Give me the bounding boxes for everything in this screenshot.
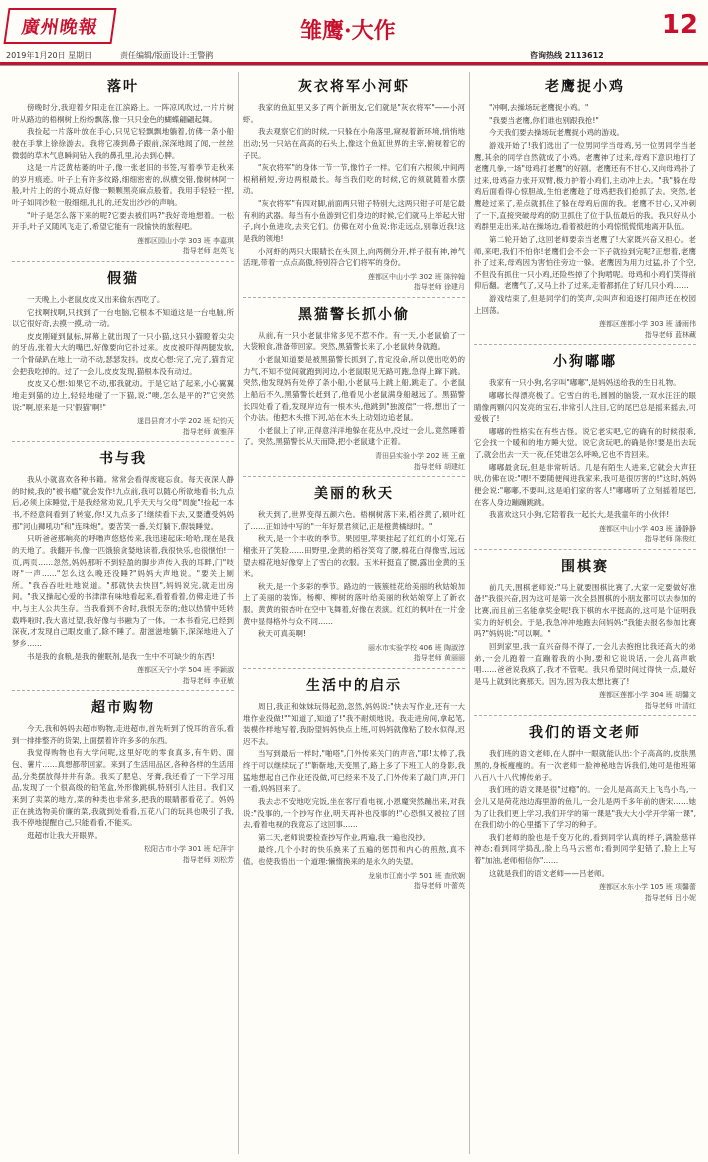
author-line: 莲都区莲都小学 303 班 潘雨伟 xyxy=(598,320,696,329)
masthead xyxy=(0,0,708,66)
author-line: 青田县实验小学 202 班 王童 xyxy=(374,452,465,460)
paragraph: 秋天,是一个多彩的季节。路边的一簇簇桂花给美丽的秋姑娘加上了美丽的装饰。杨柳、柳树的落叶给美丽的秋姑娘穿上了新衣服。黄黄的银杏叶在空中飞舞着,好像在表演。红红的枫叶在一片金黄中显得格外与众不同…… xyxy=(243,581,465,626)
article-title: 我们的语文老师 xyxy=(529,725,641,742)
teacher-line: 指导老师 叶蕾英 xyxy=(413,882,465,891)
author-line: 莲都区天宁小学 504 班 季颖淑 xyxy=(136,666,234,675)
paragraph: 最终,几个小时的快乐换来了五遍的惩罚和内心的煎熬,真不值。也使我悟出一个道理:懒惰换来的是永久的失望。 xyxy=(243,845,465,866)
paragraph: 这就是我们的语文老师——吕老师。 xyxy=(489,868,609,878)
paragraph: 皮皮刚碰到鼠标,屏幕上就出现了一只小猫,这只小猫瞪着尖尖的牙齿,张着大大的嘴巴,好像要向它扑过来。皮皮被吓得两腿发软,一个骨碌趴在地上一动不动,瑟瑟发抖。皮皮心想:完了,完了,猫肯定会把我吃掉的。过了一会儿,皮皮发现,猫根本没有动过。 xyxy=(12,331,234,376)
teacher-line: 指导老师 赵英飞 xyxy=(182,247,234,256)
article-body xyxy=(474,102,696,316)
article-title: 落叶 xyxy=(107,79,139,95)
teacher-line: 指导老师 蓝林藏 xyxy=(644,330,696,339)
article-title: 小狗嘟嘟 xyxy=(553,354,617,371)
paragraph: 秋天到了,世界变得五颜六色。梧桐树落下来,稻谷黄了,硕叶红了……正如诗中写的"一年好景君须记,正是橙黄橘绿时。" xyxy=(243,510,465,531)
article-byline xyxy=(243,643,465,664)
paragraph: 前几天,围棋老师说:"马上就要围棋比赛了,大家一定要做好准备!"我很兴奋,因为这可是第一次全县围棋的小朋友都可以去参加的比赛,而且前三名能拿奖金呢!我下棋的水平挺高的,这可是个证明我实力的好机会。于是,我急冲冲地跑去问妈妈:"我能去报名参加比赛吗?"妈妈说:"可以啊。" xyxy=(474,582,696,639)
paragraph: 秋天,是一个丰收的季节。果园里,苹果挂起了红红的小灯笼,石榴张开了笑脸……田野里,金黄的稻谷笑弯了腰,棉花白得像雪,远远望去棉花地好像穿上了雪白的衣服。玉米秆挺直了腰,露出金黄的玉米。 xyxy=(243,534,465,579)
article-body xyxy=(243,509,465,640)
paragraph: 我去忐不安地吃完饭,坐在客厅看电视,小恩魔突然蹦出来,对我说:"没事的,一个抄写作业,明天再补也没事的!"心恐惧又被拉了回去,看着电视的我竟忘了这回事…… xyxy=(243,796,465,830)
article-body xyxy=(474,748,696,879)
paragraph: 一天晚上,小老鼠皮皮又出来偷东西吃了。 xyxy=(27,294,165,304)
paragraph: 第二轮开始了,这回老师要亲当老鹰了!大家既兴奋又担心。老师,来吧,我们不怕你!老鹰们会不会一下子就捡到完呢?正想着,老鹰扑了过来,母鸡因为害怕往旁边一躲。老鹰因为用力过猛,扑了个空,不但没有抓住一只小鸡,还险些掉了个狗啃呢。母鸡和小鸡们笑得前仰后翻。老鹰气了,又马上扑了过来,走着都抓住了好几只小鸡…… xyxy=(474,234,696,291)
article-title: 灰衣将军小河虾 xyxy=(298,79,410,95)
header-rule xyxy=(0,62,708,65)
teacher-line: 指导老师 徐建月 xyxy=(413,283,465,292)
article xyxy=(474,552,696,717)
teacher-line: 指导老师 陈俊红 xyxy=(644,535,696,544)
column-1 xyxy=(12,72,234,1154)
article-body xyxy=(474,582,696,688)
column-divider xyxy=(469,72,470,1154)
article-body xyxy=(243,102,465,269)
author-line: 遂昌县育才小学 202 班 纪钧天 xyxy=(136,417,234,426)
paragraph: 嘟嘟最贪玩,但是非常听话。几是有陌生人进来,它就会大声狂吠,仿佛在说:"喂!不要随便闯进我家来,我可是很厉害的!"这时,妈妈便会说:"嘟嘟,不要叫,这是咱们家的客人!"嘟嘟听了立刻摇着尾巴,在客人身边蹦蹦跳跳。 xyxy=(474,462,696,507)
article xyxy=(12,72,234,262)
paragraph: "冲啊,去操场玩老鹰捉小鸡。" xyxy=(489,103,589,112)
article-title: 假猫 xyxy=(107,270,139,287)
paragraph: "灰衣将军"的身体一节一节,像竹子一样。它们有六根须,中间两根稍稍短,旁边两根最长。每当我们吃的时候,它的须就随着水摆动。 xyxy=(243,163,465,196)
paragraph: 我从小就喜欢各种书籍。常常会看得废寝忘食。每天夜深人静的时候,我的"被书瘾"就会发作!九点前,我可以随心所欲地看书;九点后,必须上床睡觉,于是我经常劝说,几乎天天与父母"周旋"!捡起一本书,不经意间看到了转宴,你!又九点多了!继续看下去,又要遭受妈妈那"河山狮吼功"和"连珠炮"。要苦笑一番,关灯躺下,假装睡觉。 xyxy=(12,475,234,531)
column-divider xyxy=(238,72,239,1154)
paragraph: 逛超市让我大开眼界。 xyxy=(27,830,102,840)
article-body xyxy=(12,102,234,233)
author-line: 莲都区中山小学 302 班 陈锌翰 xyxy=(367,272,465,281)
hotline: 咨询热线 2113612 xyxy=(530,51,604,60)
article xyxy=(474,347,696,550)
paragraph: 周日,我正和妹妹玩得起劲,忽然,妈妈说:"快去写作业,还有一大堆作业没做!""知道了,知道了!"我不耐烦地说。我走进房间,拿起笔,装模作样地写着,我盼望妈妈快点上班,可妈妈就像粘了胶水似得,迟迟不去。 xyxy=(243,701,465,746)
paragraph: "叶子是怎么落下来的呢?它要去被们吗?"我好奇地想着。一松开手,叶子又随风飞走了,希望它能有一段愉快的旅程吧。 xyxy=(12,210,234,232)
article xyxy=(243,479,465,669)
paragraph: 这是一片泛黄枯萎的叶子,像一张老旧的书签,写着季节走秋来的岁月痕迹。叶子上有许多纹路,细细密密的,纵横交错,像树林阿一般,叶片上的的小斑点好像一颗颗黑亮麻点般着。我用手轻轻一捏,叶子如同沙粒一般细细,扎扎的,还发出沙沙的声响。 xyxy=(12,163,234,207)
author-line: 松阳古市小学 301 班 纪萍宇 xyxy=(143,845,234,854)
paragraph: 我家有一只小狗,名字叫"嘟嘟",是妈妈送给我的生日礼物。 xyxy=(489,378,681,388)
paragraph: 我们班的语文老师,在人群中一眼就能认出:个子高高的,皮肤黑黑的,身板瘦瘦的。有一次老师一脸神秘地告诉我们,她可是他班第八百八十八代博传弟子。 xyxy=(474,749,696,782)
paragraph: 第二天,老师说要检查抄写作业,两遍,我一遍也没抄。 xyxy=(258,832,431,842)
author-line: 莲都区中山小学 403 班 潘静静 xyxy=(598,524,696,533)
paragraph: 我去观察它们的时候,一只躲在小角落里,窥视着新环境,悄悄地出动;另一只站在高高的石头上,像这个鱼缸世界的主宰,俯视着它的子民。 xyxy=(243,127,465,160)
article xyxy=(12,444,234,691)
paragraph: 我们班的语文课是很"过瘾"的。一会儿是高高天上飞鸟小鸟,一会儿又是荷花池边海里游的鱼儿,一会儿是两千多年前的唐宋……她为了让我们更上学习,我们开学的第一课是"我大大小学开学第一课",在我们幼小的心里播下了学习的种子。 xyxy=(474,785,696,830)
teacher-line: 指导老师 黄丽丽 xyxy=(413,654,465,663)
article-byline xyxy=(474,319,696,340)
article-title: 超市购物 xyxy=(91,700,155,717)
article-byline xyxy=(474,690,696,711)
paragraph: 书是我的食粮,是我的催眠剂,是我一生中不可缺少的东西! xyxy=(27,651,215,661)
paragraph: 我们老师的脸也是千变万化的,看到同学认真的样子,满脸慈祥神态;看到同学捣乱,脸上乌马云密布;看到同学犯错了,脸上上写着"加油,老师相信你"…… xyxy=(474,832,696,865)
paragraph: 回到家里,我一直兴奋得不得了,一会儿去抱抱比我还高大的弟弟,一会儿跑着一直蹦着我的小狗,要和它说说话,一会儿高声歌唱……爸爸说我疯了,我才不管呢。我只希望时间过得快一点,最好是马上就到比赛那天。因为,因为我太想比赛了! xyxy=(474,641,696,686)
article xyxy=(243,671,465,896)
page-number: 12 xyxy=(661,10,698,40)
article-body xyxy=(12,474,234,662)
paragraph: 今天我们要去操场玩老鹰捉小鸡的游戏。 xyxy=(489,128,624,138)
article-byline xyxy=(12,236,234,257)
article xyxy=(474,72,696,345)
teacher-line: 指导老师 胡建红 xyxy=(413,462,465,471)
article-title: 美丽的秋天 xyxy=(314,486,394,502)
newspaper-logo: 廣州晚報 xyxy=(3,8,116,44)
teacher-line: 指导老师 叶清红 xyxy=(644,701,696,710)
author-line: 莲都区园山小学 303 班 李嘉琪 xyxy=(136,236,234,245)
article-byline xyxy=(474,882,696,903)
paragraph: 我捡起一片落叶放在手心,只见它轻飘飘地躺着,仿佛一条小船驶在手掌上徐徐游去。我将它凑到鼻子跟前,深深地闻了闻,一丝丝微弱的草木气息瞬间钻入我的鼻孔里,沁去到心脾。 xyxy=(12,127,234,160)
paragraph: 它找啊找啊,只找到了一台电脑,它根本不知道这是一台电脑,所以它很好奇,去摸一摸,动一动。 xyxy=(12,307,234,329)
article-body xyxy=(243,701,465,868)
author-line: 莲都区莲都小学 304 班 胡馨文 xyxy=(598,691,696,700)
section-title: 雏鹰·大作 xyxy=(300,18,396,44)
article-title: 生活中的启示 xyxy=(306,677,402,694)
paragraph: 从前,有一只小老鼠非常多见不惹不作。有一天,小老鼠偷了一大袋粮食,准备带回家。突然,黑猫警长来了,小老鼠转身就跑。 xyxy=(243,330,465,352)
paragraph: 小河虾的两只大眼睛长在头顶上,向两侧分开,样子很有神,神气活现,带着一点点高傲,特别符合它们将军的身份。 xyxy=(243,246,465,268)
article xyxy=(243,300,465,477)
paragraph: 今天,我和妈妈去超市购物,走进超市,首先听到了悦耳的音乐,看到一排排整齐的货架,上面摆着许许多多的东西。 xyxy=(12,724,234,745)
article-byline xyxy=(12,416,234,437)
article-title: 老鹰捉小鸡 xyxy=(545,79,625,95)
paragraph: 小老鼠知道要是被黑猫警长抓到了,肯定没命,所以使出吃奶的力气,不知不觉间就跑到河边,小老鼠眼见无路可跑,急得上蹿下跳。突然,他发现妈有处停了条小船,小老鼠马上跳上船,跳走了。小老鼠上船后不久,黑猫警长赶到了,他看见小老鼠满身船越远了。黑猫警长四处看了看,发现岸边有一根木头,他跳到"独渡偿"一将,想出了一个办法。他把木头推下河,站在木头上动划边追老鼠。 xyxy=(243,355,465,423)
article-byline xyxy=(243,272,465,293)
teacher-line: 指导老师 吕小妮 xyxy=(644,893,696,902)
article-byline xyxy=(243,871,465,892)
paragraph: 游戏结束了,但是同学们的笑声,尖叫声和追逐打闹声还在校园上回荡。 xyxy=(474,294,696,315)
paragraph: "灰衣将军"有四对脚,前面两只钳子特别大,这两只钳子可是它最有利的武器。每当有小鱼游到它们身边的时候,它们就马上举起大钳子,向小鱼进攻,去夹它们。仿佛在对小鱼说:你走远点,别靠近我!这是我的领地! xyxy=(243,199,465,243)
paragraph: 皮皮又心想:如果它不动,那我就动。于是它站了起来,小心翼翼地走到猫的边上,轻轻地碰了一下猫,说:"噢,怎么是平的?"它突然说:"啊,原来是一只'假猫'啊!" xyxy=(12,379,234,412)
author-line: 龙泉市江南小学 501 班 查欣娴 xyxy=(367,871,465,880)
paragraph: "我要当老鹰,你们谁也别跟我抢!" xyxy=(489,115,599,125)
paragraph: 我喜欢这只小狗,它陪着我一起长大,是我童年的小伙伴! xyxy=(489,510,670,520)
article xyxy=(243,72,465,298)
paragraph: 小老鼠上了岸,正得意洋洋地躲在花丛中,没过一会儿,竟然睡着了。突然,黑猫警长从天而降,把小老鼠逮个正着。 xyxy=(243,425,465,447)
teacher-line: 指导老师 黄雅萍 xyxy=(182,427,234,436)
article-byline xyxy=(12,665,234,686)
paragraph: 游戏开始了!我们选出了一位男同学当母鸡,另一位男同学当老鹰,其余的同学自然就成了小鸡。老鹰神了过来,母鸡下意识地打了老鹰几拳,一场"母鸡打老鹰"的好剧。老鹰还有不甘心,又向母鸡扑了过来,母鸡奋力张开双臂,极力护着小鸡们,主动冲上去。"我"躲在母鸡后面看得心惊胆战,生怕老鹰趁了母鸡把我们抢抓了去。突然,老鹰趁过来了,差点就抓住了躲在母鸡后面的我。老鹰不甘心,又冲刺了一下,直接突破母鸡的防卫抓住了位于队伍最后的我。我只好从小鸡群里走出来,站在操场边,看着被赶的小鸡惊慌慌慌地离开队伍。 xyxy=(474,140,696,232)
article-body xyxy=(12,294,234,413)
paragraph: 傍晚时分,我迎着夕阳走在江滨路上。一阵凉风吹过,一片片树叶从路边的梧桐树上纷纷飘落,像一只只金色的蝴蝶翩翩起舞。 xyxy=(12,103,234,124)
article-title: 黑猫警长抓小偷 xyxy=(298,306,410,323)
article xyxy=(12,693,234,869)
paragraph: 只听爸爸那响亮的呼噜声悠悠传来,我迅速起床:哈哈,现在是我的天地了。我翻开书,像一匹饿狼贪婪地读着,我很快乐,也很惬怕!一页,两页……忽然,妈妈那听不到轻盈的脚步声传入我的耳畔,门"吱呀"一声……"怎么这么晚还没睡?"妈妈大声地说。"要关上厕所。"我吞吞吐吐地说道。"那就快去快回",妈妈说完,就走出房间。"我又操起心爱的书津津有味地看起来,看着看着,仿佛走进了书中,与主人公共生存。当我看到不舍时,我恨无奈的;他以热情中廷转载哗啦时,我大喜过望,我好像与书融为了一体。一本书看完,已经到深夜,才发现自己眼皮重了,除不睡了。甜滋滋地躺下,深深地进入了梦乡…… xyxy=(12,534,234,648)
column-2 xyxy=(243,72,465,1154)
teacher-line: 指导老师 李亚敏 xyxy=(182,676,234,685)
article-body xyxy=(12,723,234,841)
article-title: 围棋赛 xyxy=(561,558,609,575)
article-byline xyxy=(474,524,696,545)
paragraph: 嘟嘟的性格实在有些古怪。说它老实吧,它的确有的时候很乖,它会找一个暖和的地方睡大觉。说它贪玩吧,的确是你!要是出去玩了,就会出去一天一夜,任凭谁怎么呼唤,它也不肯回来。 xyxy=(474,426,696,459)
paragraph: 当写到最后一样时,"啪嗒",门外传来关门的声音,"耶!太棒了,我终于可以继续玩了!"靳靳地,天变黑了,路上多了下班工人的身影,我猛地想起自己作业还没做,可已经来不及了,门外传来了敲门声,开门一看,妈妈回来了。 xyxy=(243,749,465,794)
paragraph: 我家的鱼缸里又多了两个新朋友,它们就是"灰衣将军"——小河虾。 xyxy=(243,103,465,124)
column-3 xyxy=(474,72,696,1154)
paragraph: 秋天可真美啊! xyxy=(258,629,307,639)
article xyxy=(474,718,696,907)
author-line: 丽水市实验学校 406 班 陶淑淳 xyxy=(367,643,465,652)
article-byline xyxy=(12,844,234,865)
paragraph: 嘟嘟长得漂亮极了。它雪白的毛,圆圆的脑袋,一双水汪汪的眼睛像两颗闪闪发亮的宝石,非常引人注目,它的尾巴总是摇来摇去,可爱极了! xyxy=(474,390,696,424)
issue-date: 2019年1月20日 星期日 xyxy=(6,51,93,60)
author-line: 莲都区水东小学 105 班 项馨蕾 xyxy=(598,883,696,892)
teacher-line: 指导老师 刘松芳 xyxy=(182,855,234,864)
paragraph: 我觉得购物也有大学问呢,这里好吃的零食真多,有牛奶、面包、薯片……真想都带回家。来到了生活用品区,各种各样的生活用品,分类摆放得井井有条。我买了肥皂、牙膏,我还看了一下学习用品,发现了一个很高级的铅笔盒,外形像跳棋,特别引人注目。我们又来到了卖菜的地方,菜的种类也非常多,把我的眼睛都看花了。妈妈正在挑选物美价廉的菜,我就到处看看,五花八门的玩具也吸引了我,我不停地提醒自己,只能看看,不能买。 xyxy=(12,748,234,828)
article-title: 书与我 xyxy=(99,451,147,468)
article xyxy=(12,264,234,442)
article-byline xyxy=(243,451,465,472)
article-body xyxy=(474,377,696,521)
editor-credit: 责任编辑/版面设计:王警鹃 xyxy=(120,51,214,60)
article-body xyxy=(243,330,465,448)
